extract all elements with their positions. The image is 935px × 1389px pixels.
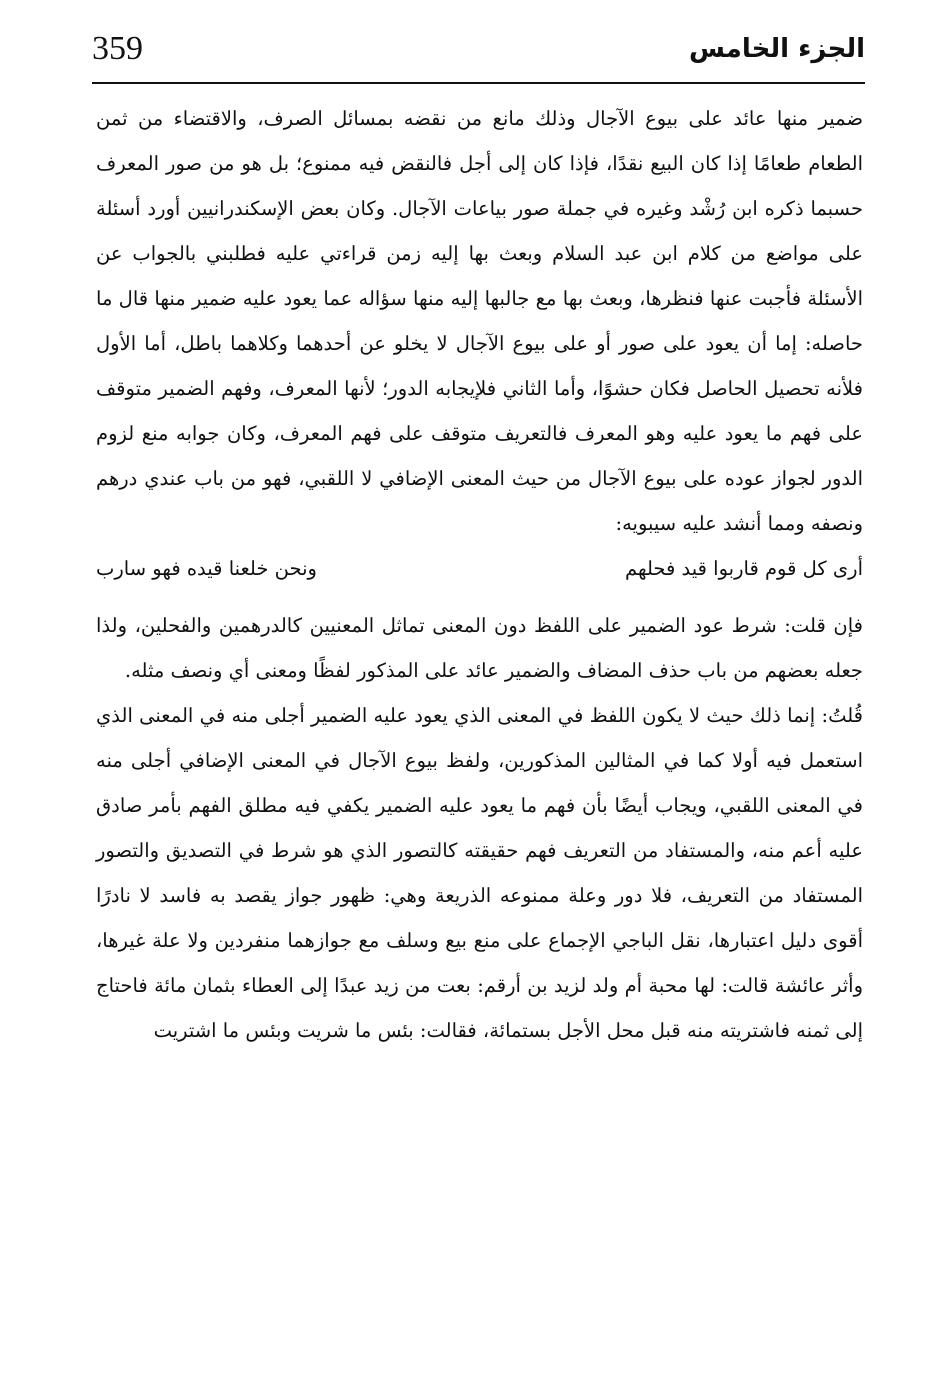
running-title: الجزء الخامس bbox=[689, 34, 865, 64]
paragraph: قُلتُ: إنما ذلك حيث لا يكون اللفظ في المعنى الذي يعود عليه الضمير أجلى منه في المعنى الذي استعمل فيه أولا كما في المثالين المذكورين، ولفظ بيوع الآجال في المعنى الإضافي أجلى منه في المعنى اللقبي، ويجاب أيضًا بأن فهم ما يعود عليه الضمير يكفي فيه مطلق الفهم بأمر صادق عليه أعم منه، والمستفاد من التعريف فهم حقيقته كالتصور الذي هو شرط في التصديق والتصور المستفاد من التعريف، فلا دور وعلة ممنوعه الذريعة وهي: ظهور جواز يقصد به فاسد لا نادرًا أقوى دليل اعتبارها، نقل الباجي الإجماع على منع بيع وسلف مع جوازهما منفردين ولا علة غيرها، وأثر عائشة قالت: لها محبة أم ولد لزيد بن أرقم: بعت من زيد عبدًا إلى العطاء بثمان مائة فاحتاج إلى ثمنه فاشتريته منه قبل محل الأجل بستمائة، فقالت: بئس ما شريت وبئس ما اشتريت bbox=[96, 704, 863, 1042]
page-header bbox=[92, 26, 865, 84]
poem-hemistich-first: أرى كل قوم قاربوا قيد فحلهم bbox=[625, 557, 863, 580]
poem-hemistich-second: ونحن خلعنا قيده فهو سارب bbox=[96, 557, 317, 580]
paragraph: ضمير منها عائد على بيوع الآجال وذلك مانع من نقضه بمسائل الصرف، والاقتضاء من ثمن الطعام طعامًا إذا كان البيع نقدًا، فإذا كان إلى أجل فالنقض فيه ممنوع؛ بل هو من صور المعرف حسبما ذكره ابن رُشْد وغيره في جملة صور بياعات الآجال. وكان بعض الإسكندرانيين أورد أسئلة على مواضع من كلام ابن عبد السلام وبعث بها إليه زمن قراءتي عليه فطلبني بالجواب عن الأسئلة فأجبت عنها فنظرها، وبعث بها مع جالبها إليه منها سؤاله عما يعود عليه ضمير منها قال ما حاصله: إما أن يعود على صور أو على بيوع الآجال لا يخلو عن أحدهما وكلاهما باطل، أما الأول فلأنه تحصيل الحاصل فكان حشوًا، وأما الثاني فلإيجابه الدور؛ لأنها المعرف، وفهم الضمير متوقف على فهم ما يعود عليه وهو المعرف فالتعريف متوقف على فهم المعرف، وكان جوابه منع لزوم الدور لجواز عوده على بيوع الآجال من حيث المعنى الإضافي لا اللقبي، فهو من باب عندي درهم ونصفه ومما أنشد عليه سيبويه: bbox=[96, 107, 863, 535]
page-body bbox=[96, 96, 863, 1053]
paragraph: فإن قلت: شرط عود الضمير على اللفظ دون المعنى تماثل المعنيين كالدرهمين والفحلين، ولذا جعله بعضهم من باب حذف المضاف والضمير عائد على المذكور لفظًا ومعنى أي ونصف مثله. bbox=[96, 614, 863, 682]
page-number: 359 bbox=[92, 30, 143, 67]
poem-verse bbox=[96, 546, 863, 591]
